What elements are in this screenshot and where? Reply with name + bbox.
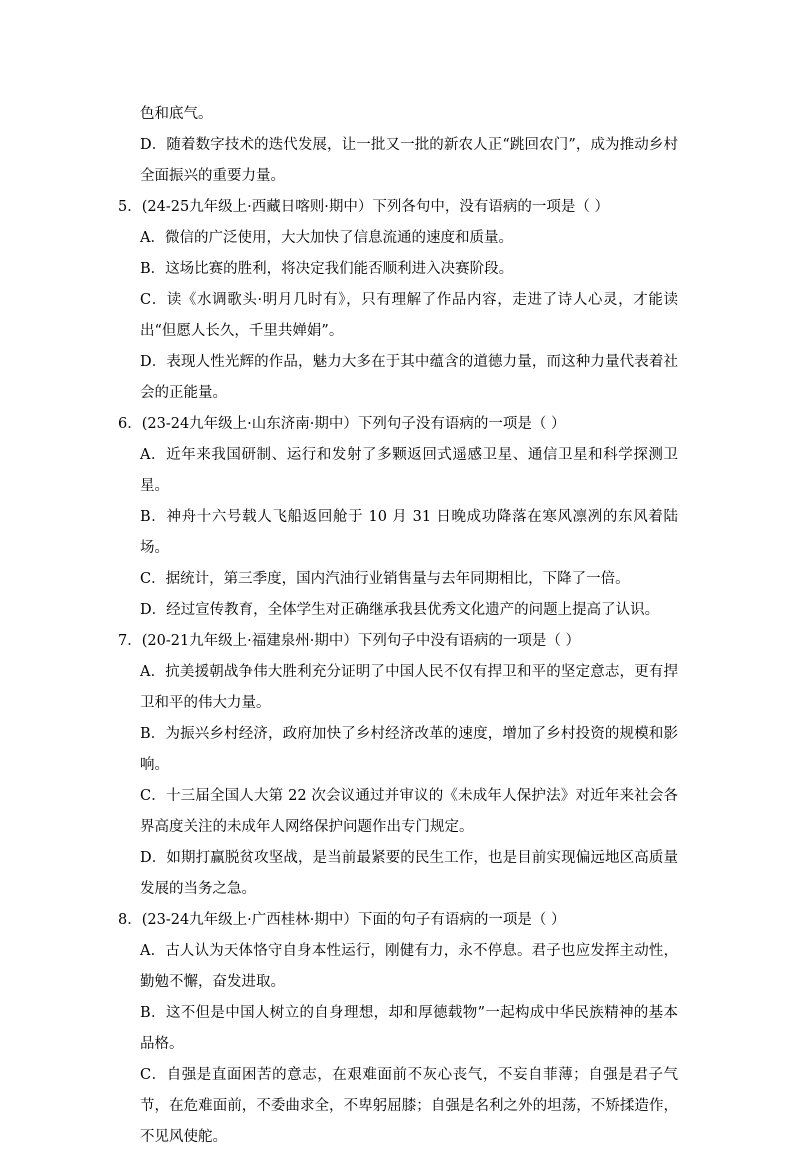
answer-option: A．近年来我国研制、运行和发射了多颗返回式遥感卫星、通信卫星和科学探测卫星。 <box>140 447 678 494</box>
answer-option: B．这不但是中国人树立的自身理想，却和厚德载物”一起构成中华民族精神的基本品格。 <box>140 1005 678 1052</box>
question-stem: 7．(20-21九年级上·福建泉州·期中）下列句子中没有语病的一项是（ ） <box>118 633 581 649</box>
answer-option: A．抗美援朝战争伟大胜利充分证明了中国人民不仅有捍卫和平的坚定意志，更有捍卫和平的伟大力量。 <box>140 664 678 711</box>
question-stem: 5．(24-25九年级上·西藏日喀则·期中）下列各句中，没有语病的一项是（ ） <box>118 199 610 215</box>
answer-option: D．表现人性光辉的作品，魅力大多在于其中蕴含的道德力量，而这种力量代表着社会的正能量。 <box>140 354 678 401</box>
answer-option: C．据统计，第三季度，国内汽油行业销售量与去年同期相比，下降了一倍。 <box>140 571 630 587</box>
answer-option: A．古人认为天体恪守自身本性运行，刚健有力，永不停息。君子也应发挥主动性，勤勉不懈，奋发进取。 <box>140 943 678 990</box>
answer-option: C．自强是直面困苦的意志，在艰难面前不灰心丧气，不妄自菲薄；自强是君子气节，在危难面前，不委曲求全，不卑躬屈膝；自强是名利之外的坦荡，不矫揉造作，不见风使舵。 <box>140 1067 678 1145</box>
answer-option: A．微信的广泛使用，大大加快了信息流通的速度和质量。 <box>140 230 513 246</box>
answer-option: D．随着数字技术的迭代发展，让一批又一批的新农人正“跳回农门”，成为推动乡村全面振兴的重要力量。 <box>140 137 678 184</box>
answer-option: B．这场比赛的胜利，将决定我们能否顺利进入决赛阶段。 <box>140 261 514 277</box>
answer-option: B．为振兴乡村经济，政府加快了乡村经济改革的速度，增加了乡村投资的规模和影响。 <box>140 726 678 773</box>
question-stem: 8．(23-24九年级上·广西桂林·期中）下面的句子有语病的一项是（ ） <box>118 912 566 928</box>
answer-option: D．如期打赢脱贫攻坚战，是当前最紧要的民生工作，也是目前实现偏远地区高质量发展的当务之急。 <box>140 850 678 897</box>
answer-option: C．十三届全国人大第 22 次会议通过并审议的《未成年人保护法》对近年来社会各界高度关注的未成年人网络保护问题作出专门规定。 <box>140 788 678 835</box>
document-body <box>118 99 678 1153</box>
answer-option: D．经过宣传教育，全体学生对正确继承我县优秀文化遗产的问题上提高了认识。 <box>140 602 660 618</box>
question-stem: 6．(23-24九年级上·山东济南·期中）下列句子没有语病的一项是（ ） <box>118 416 566 432</box>
answer-option: 色和底气。 <box>140 106 213 122</box>
answer-option: C．读《水调歌头·明月几时有》，只有理解了作品内容，走进了诗人心灵，才能读出“但愿人长久，千里共婵娟”。 <box>140 292 678 339</box>
answer-option: B．神舟十六号载人飞船返回舱于 10 月 31 日晚成功降落在寒风凛冽的东风着陆场。 <box>140 509 678 556</box>
